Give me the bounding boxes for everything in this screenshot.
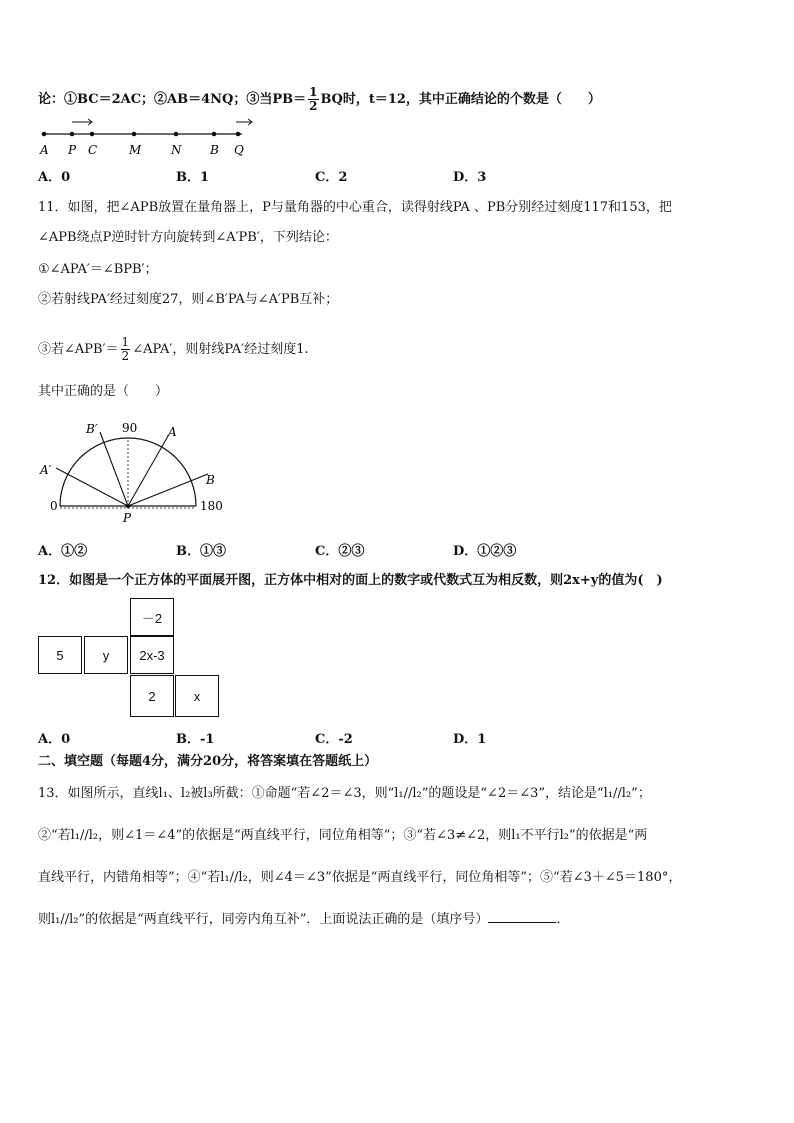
q11-statement-1: ①∠APA′＝∠BPB′；: [38, 262, 158, 277]
center-point: [126, 504, 130, 508]
q10-stem: [38, 86, 601, 113]
q11-ask: 其中正确的是（ ）: [38, 384, 169, 399]
label-b-prime: B′: [86, 422, 98, 436]
point-a-label: A: [40, 143, 49, 157]
scale-0-label: 0: [50, 499, 58, 513]
q10-choice-d: D．3: [453, 170, 487, 185]
net-cell-bottom: 2: [130, 675, 174, 717]
section-2-heading: 二、填空题（每题4分，满分20分，将答案填在答题纸上）: [38, 754, 378, 769]
q12-cube-net: [38, 598, 222, 718]
q11-stem-line1: 11．如图，把∠APB放置在量角器上，P与量角器的中心重合，读得射线PA 、PB分别经过刻度117和153，把: [38, 200, 672, 215]
q13-line4-text: 则l₁//l₂”的依据是“两直线平行，同旁内角互补”．上面说法正确的是（填序号）: [38, 912, 489, 927]
net-cell-left: 5: [38, 636, 82, 674]
point-b-dot: [212, 132, 217, 137]
q13-line4-end: ．: [556, 912, 570, 927]
q11-stem-line2: ∠APB绕点P逆时针方向旋转到∠A′PB′，下列结论：: [38, 230, 338, 245]
q13-line1: 13．如图所示，直线l₁、l₂被l₃所截：①命题“若∠2＝∠3，则“l₁//l₂”的题设是“∠2＝∠3”，结论是“l₁//l₂”；: [38, 786, 651, 801]
point-p-dot: [70, 132, 75, 137]
q11-choice-a: A．①②: [38, 544, 88, 559]
ray-pa: [128, 436, 168, 506]
q10-fraction: [308, 86, 318, 113]
q13-line4: [38, 908, 569, 930]
q11-fraction: [121, 336, 131, 363]
point-q-label: Q: [234, 143, 244, 157]
q10-stem-part-a: 论：①BC＝2AC；②AB＝4NQ；③当PB＝: [38, 92, 307, 107]
q12-stem: 12．如图是一个正方体的平面展开图，正方体中相对的面上的数字或代数式互为相反数，则2x+y的值为( ): [38, 573, 663, 588]
scale-90-label: 90: [122, 421, 138, 435]
q11-stmt3-part-b: ∠APA′，则射线PA′经过刻度1.: [132, 342, 309, 357]
label-p: P: [123, 511, 132, 525]
point-m-dot: [132, 132, 137, 137]
q10-frac-den: 2: [309, 99, 318, 113]
q12-choice-b: B．-1: [176, 732, 215, 747]
label-a-prime: A′: [40, 463, 52, 477]
ray-pa-prime: [56, 468, 128, 506]
q11-frac-num: 1: [121, 335, 130, 349]
net-cell-center: 2x-3: [130, 636, 174, 674]
q11-stmt3-part-a: ③若∠APB′＝: [38, 342, 119, 357]
q10-choice-a: A．0: [38, 170, 71, 185]
scale-180-label: 180: [200, 499, 223, 513]
point-q-dot: [236, 132, 241, 137]
q10-stem-part-b: BQ时，t＝12，其中正确结论的个数是（ ）: [320, 92, 601, 107]
point-b-label: B: [210, 143, 219, 157]
q12-choice-c: C．-2: [315, 732, 353, 747]
ray-pb-prime: [100, 432, 128, 506]
point-c-dot: [90, 132, 95, 137]
q11-statement-2: ②若射线PA′经过刻度27，则∠B′PA与∠A′PB互补；: [38, 292, 339, 307]
q10-frac-num: 1: [309, 85, 318, 99]
q11-statement-3: [38, 336, 309, 363]
point-a-dot: [42, 132, 47, 137]
q12-choice-d: D．1: [453, 732, 487, 747]
q12-choice-a: A．0: [38, 732, 71, 747]
point-n-label: N: [171, 143, 182, 157]
label-a: A: [168, 425, 177, 439]
point-c-label: C: [88, 143, 98, 157]
q11-frac-den: 2: [121, 349, 130, 363]
q13-line3: 直线平行，内错角相等”；④“若l₁//l₂，则∠4＝∠3”依据是“两直线平行，同位角相等”；⑤“若∠3＋∠5＝180°，: [38, 870, 682, 885]
q11-choice-c: C．②③: [315, 544, 365, 559]
q11-choice-b: B．①③: [176, 544, 226, 559]
point-p-label: P: [68, 143, 77, 157]
net-cell-mid-left: y: [84, 636, 128, 674]
point-m-label: M: [129, 143, 142, 157]
q10-choice-c: C．2: [315, 170, 348, 185]
net-cell-bottom-right: x: [175, 675, 219, 717]
q10-choice-b: B．1: [176, 170, 210, 185]
q13-answer-blank[interactable]: [488, 908, 556, 923]
net-cell-top: －2: [130, 598, 174, 636]
label-b: B: [206, 473, 215, 487]
point-n-dot: [174, 132, 179, 137]
q11-choice-d: D．①②③: [453, 544, 517, 559]
q11-protractor-figure: [36, 418, 236, 526]
q10-number-line-figure: [34, 112, 264, 158]
q13-line2: ②“若l₁//l₂，则∠1＝∠4”的依据是“两直线平行，同位角相等”；③“若∠3≠∠2，则l₁不平行l₂”的依据是“两: [38, 828, 648, 843]
